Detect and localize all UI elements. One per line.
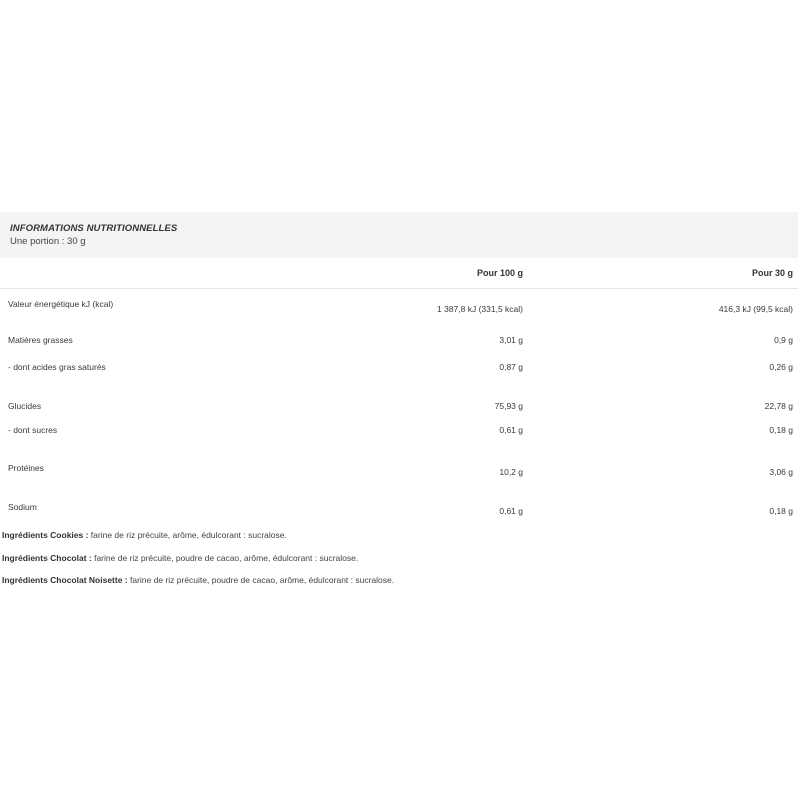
row-label-sodium: Sodium bbox=[8, 501, 37, 512]
ingredients-cookies bbox=[2, 528, 792, 551]
row-label-fat: Matières grasses bbox=[8, 334, 73, 345]
row-label-energy: Valeur énergétique kJ (kcal) bbox=[8, 299, 114, 309]
row-label-proteins: Protéines bbox=[8, 462, 44, 473]
sodium-per-100g: 0,61 g bbox=[499, 505, 523, 516]
table-row bbox=[0, 457, 798, 496]
carbohydrates-per-30g: 22,78 g bbox=[764, 400, 793, 411]
row-label-carbohydrates: Glucides bbox=[8, 400, 42, 411]
nutrition-table bbox=[0, 258, 798, 519]
ingredients-chocolat bbox=[2, 551, 792, 574]
nutrition-panel bbox=[0, 212, 798, 519]
energy-per-100g: 1 387,8 kJ (331,5 kcal) bbox=[437, 304, 523, 314]
carbohydrates-per-100g: 75,93 g bbox=[494, 400, 523, 411]
ingredients-chocolat-noisette-text: farine de riz précuite, poudre de cacao, arôme, édulcorant : sucralose. bbox=[127, 575, 395, 585]
fat-per-30g: 0,9 g bbox=[774, 334, 793, 345]
row-label-sugars: - dont sucres bbox=[8, 424, 58, 435]
proteins-per-30g: 3,06 g bbox=[769, 466, 793, 477]
column-header-label bbox=[0, 258, 300, 289]
table-row bbox=[0, 496, 798, 519]
nutrition-title: INFORMATIONS NUTRITIONNELLES bbox=[10, 223, 178, 234]
table-row bbox=[0, 289, 798, 327]
sugars-per-100g: 0,61 g bbox=[499, 424, 523, 435]
table-row bbox=[0, 394, 798, 417]
row-label-saturated-fat: - dont acides gras saturés bbox=[8, 361, 106, 372]
table-header-row bbox=[0, 258, 798, 289]
serving-size: Une portion : 30 g bbox=[10, 236, 86, 247]
saturated-fat-per-100g: 0,87 g bbox=[499, 361, 523, 372]
ingredients-chocolat-label: Ingrédients Chocolat : bbox=[2, 552, 92, 563]
fat-per-100g: 3,01 g bbox=[499, 334, 523, 345]
ingredients-chocolat-noisette bbox=[2, 573, 792, 596]
sodium-per-30g: 0,18 g bbox=[769, 505, 793, 516]
table-row bbox=[0, 417, 798, 457]
ingredients-chocolat-text: farine de riz précuite, poudre de cacao, arôme, édulcorant : sucralose. bbox=[91, 552, 359, 563]
ingredients-cookies-label: Ingrédients Cookies : bbox=[2, 530, 89, 540]
column-header-per-100g: Pour 100 g bbox=[300, 258, 528, 289]
nutrition-header bbox=[0, 212, 798, 258]
proteins-per-100g: 10,2 g bbox=[499, 466, 523, 477]
table-row bbox=[0, 355, 798, 394]
table-row bbox=[0, 327, 798, 355]
saturated-fat-per-30g: 0,26 g bbox=[769, 361, 793, 372]
energy-per-30g: 416,3 kJ (99,5 kcal) bbox=[718, 304, 793, 314]
sugars-per-30g: 0,18 g bbox=[769, 424, 793, 435]
column-header-per-30g: Pour 30 g bbox=[528, 258, 798, 289]
ingredients-chocolat-noisette-label: Ingrédients Chocolat Noisette : bbox=[2, 575, 128, 585]
ingredients-cookies-text: farine de riz précuite, arôme, édulcorant : sucralose. bbox=[88, 530, 287, 540]
ingredients-section bbox=[2, 528, 792, 596]
